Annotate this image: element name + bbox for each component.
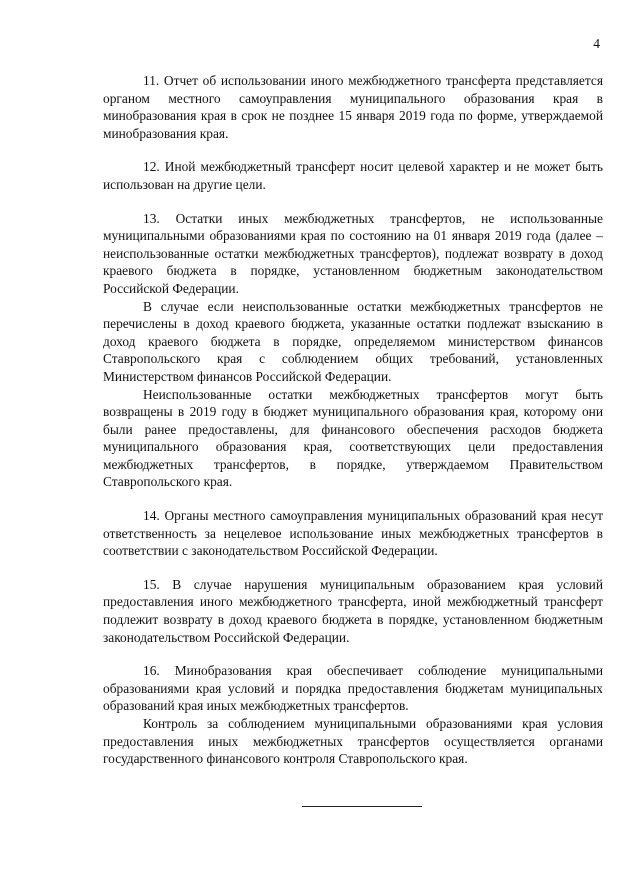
paragraph-item-11: 11. Отчет об использовании иного межбюджетного трансферта представляется органом местного самоуправления муниципального образования края в минобразования края в срок не позднее 15 января 2019 года по форме, утверждаемой минобразования края. [103, 73, 603, 141]
paragraph-item-16-part-2: Контроль за соблюдением муниципальными образованиями края условия предоставления иных межбюджетных трансфертов осуществляется органами государственного финансового контроля Ставропольского края. [103, 716, 603, 767]
document-body [103, 72, 603, 768]
paragraph-item-16: 16. Минобразования края обеспечивает соблюдение муниципальными образованиями края условий и порядка предоставления бюджетам муниципальных образований края иных межбюджетных трансфертов. [103, 663, 603, 714]
page-number: 4 [593, 36, 600, 51]
paragraph-item-13: 13. Остатки иных межбюджетных трансфертов, не использованные муниципальными образованиями края по состоянию на 01 января 2019 года (далее – неиспользованные остатки межбюджетных трансфертов), подлежат возврату в доход краевого бюджета в порядке, установленном бюджетным законодательством Российской Федерации. [103, 210, 603, 296]
paragraph-item-13-part-2: В случае если неиспользованные остатки межбюджетных трансфертов не перечислены в доход краевого бюджета, указанные остатки подлежат взысканию в доход краевого бюджета в порядке, определяемом министерством финансов Ставропольского края с соблюдением общих требований, установленных Министерством финансов Российской Федерации. [103, 298, 603, 384]
paragraph-item-14: 14. Органы местного самоуправления муниципальных образований края несут ответственность за нецелевое использование иных межбюджетных трансфертов в соответствии с законодательством Российской Федерации. [103, 508, 603, 559]
paragraph-item-13-part-3: Неиспользованные остатки межбюджетных трансфертов могут быть возвращены в 2019 году в бюджет муниципального образования края, которому они были ранее предоставлены, для финансового обеспечения расходов бюджета муниципального образования края, соответствующих цели предоставления межбюджетных трансфертов, в порядке, утверждаемом Правительством Ставропольского края. [103, 386, 603, 490]
closing-divider [302, 806, 422, 807]
paragraph-item-15: 15. В случае нарушения муниципальным образованием края условий предоставления иного межбюджетного трансферта, иной межбюджетный трансферт подлежит возврату в доход краевого бюджета в порядке, установленном бюджетным законодательством Российской Федерации. [103, 576, 603, 645]
paragraph-item-12: 12. Иной межбюджетный трансферт носит целевой характер и не может быть использован на другие цели. [103, 159, 603, 192]
